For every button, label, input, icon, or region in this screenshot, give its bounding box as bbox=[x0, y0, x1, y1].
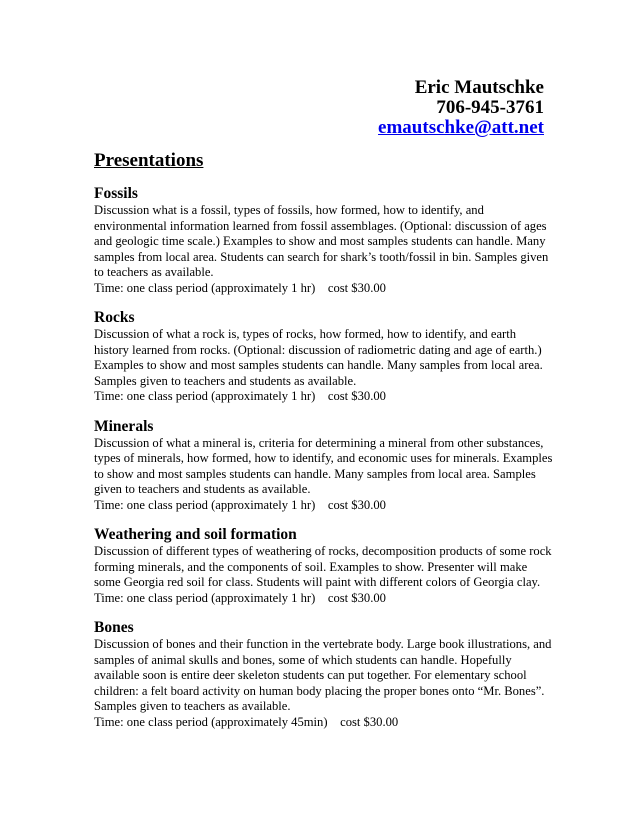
section-heading: Bones bbox=[94, 619, 134, 636]
section-heading: Fossils bbox=[94, 185, 138, 202]
section-time-cost: Time: one class period (approximately 1 hr) cost $30.00 bbox=[94, 280, 386, 295]
section-description: Discussion of what a mineral is, criteria for determining a mineral from other substances, types of minerals, how formed, how to identify, and economic uses for minerals. Examples to show and most samples students can handle. Many samples from local area. Samples given to teachers and students as available. bbox=[94, 435, 553, 496]
presentation-bones bbox=[94, 618, 554, 730]
section-description: Discussion of different types of weathering of rocks, decomposition products of some rock forming minerals, and the components of soil. Examples to show. Presenter will make some Georgia red soil for class. Students will paint with different colors of Georgia clay. bbox=[94, 544, 552, 589]
section-description: Discussion of what a rock is, types of rocks, how formed, how to identify, and earth history learned from rocks. (Optional: discussion of radiometric dating and age of earth.) Examples to show and most samples students can handle. Many samples from local area. Samples given to teachers and students as available. bbox=[94, 327, 543, 388]
presentation-weathering bbox=[94, 525, 554, 606]
presentation-minerals bbox=[94, 417, 554, 514]
contact-email-link[interactable]: emautschke@att.net bbox=[378, 117, 544, 138]
contact-header bbox=[378, 78, 544, 138]
section-time-cost: Time: one class period (approximately 1 hr) cost $30.00 bbox=[94, 590, 386, 605]
section-time-cost: Time: one class period (approximately 1 hr) cost $30.00 bbox=[94, 497, 386, 512]
presentation-rocks bbox=[94, 308, 554, 405]
section-heading: Weathering and soil formation bbox=[94, 526, 297, 543]
section-description: Discussion of bones and their function in the vertebrate body. Large book illustrations, and samples of animal skulls and bones, some of which students can handle. Hopefully available soon is entire deer skeleton students can put together. For elementary school children: a felt board activity on human body placing the proper bones onto “Mr. Bones”. Samples given to teachers as available. bbox=[94, 637, 552, 713]
presentation-list bbox=[94, 184, 554, 742]
contact-name: Eric Mautschke bbox=[414, 77, 544, 98]
presentation-fossils bbox=[94, 184, 554, 296]
section-heading: Rocks bbox=[94, 309, 135, 326]
section-description: Discussion what is a fossil, types of fossils, how formed, how to identify, and environmental information learned from fossil assemblages. (Optional: discussion of ages and geologic time scale.) Examples to show and most samples students can handle. Many samples from local area. Students can search for shark’s tooth/fossil in bin. Samples given to teachers as available. bbox=[94, 203, 549, 279]
contact-phone: 706-945-3761 bbox=[436, 97, 544, 118]
section-heading: Minerals bbox=[94, 417, 154, 435]
section-time-cost: Time: one class period (approximately 45min) cost $30.00 bbox=[94, 714, 399, 729]
section-time-cost: Time: one class period (approximately 1 hr) cost $30.00 bbox=[94, 389, 386, 403]
page-title: Presentations bbox=[94, 150, 204, 171]
